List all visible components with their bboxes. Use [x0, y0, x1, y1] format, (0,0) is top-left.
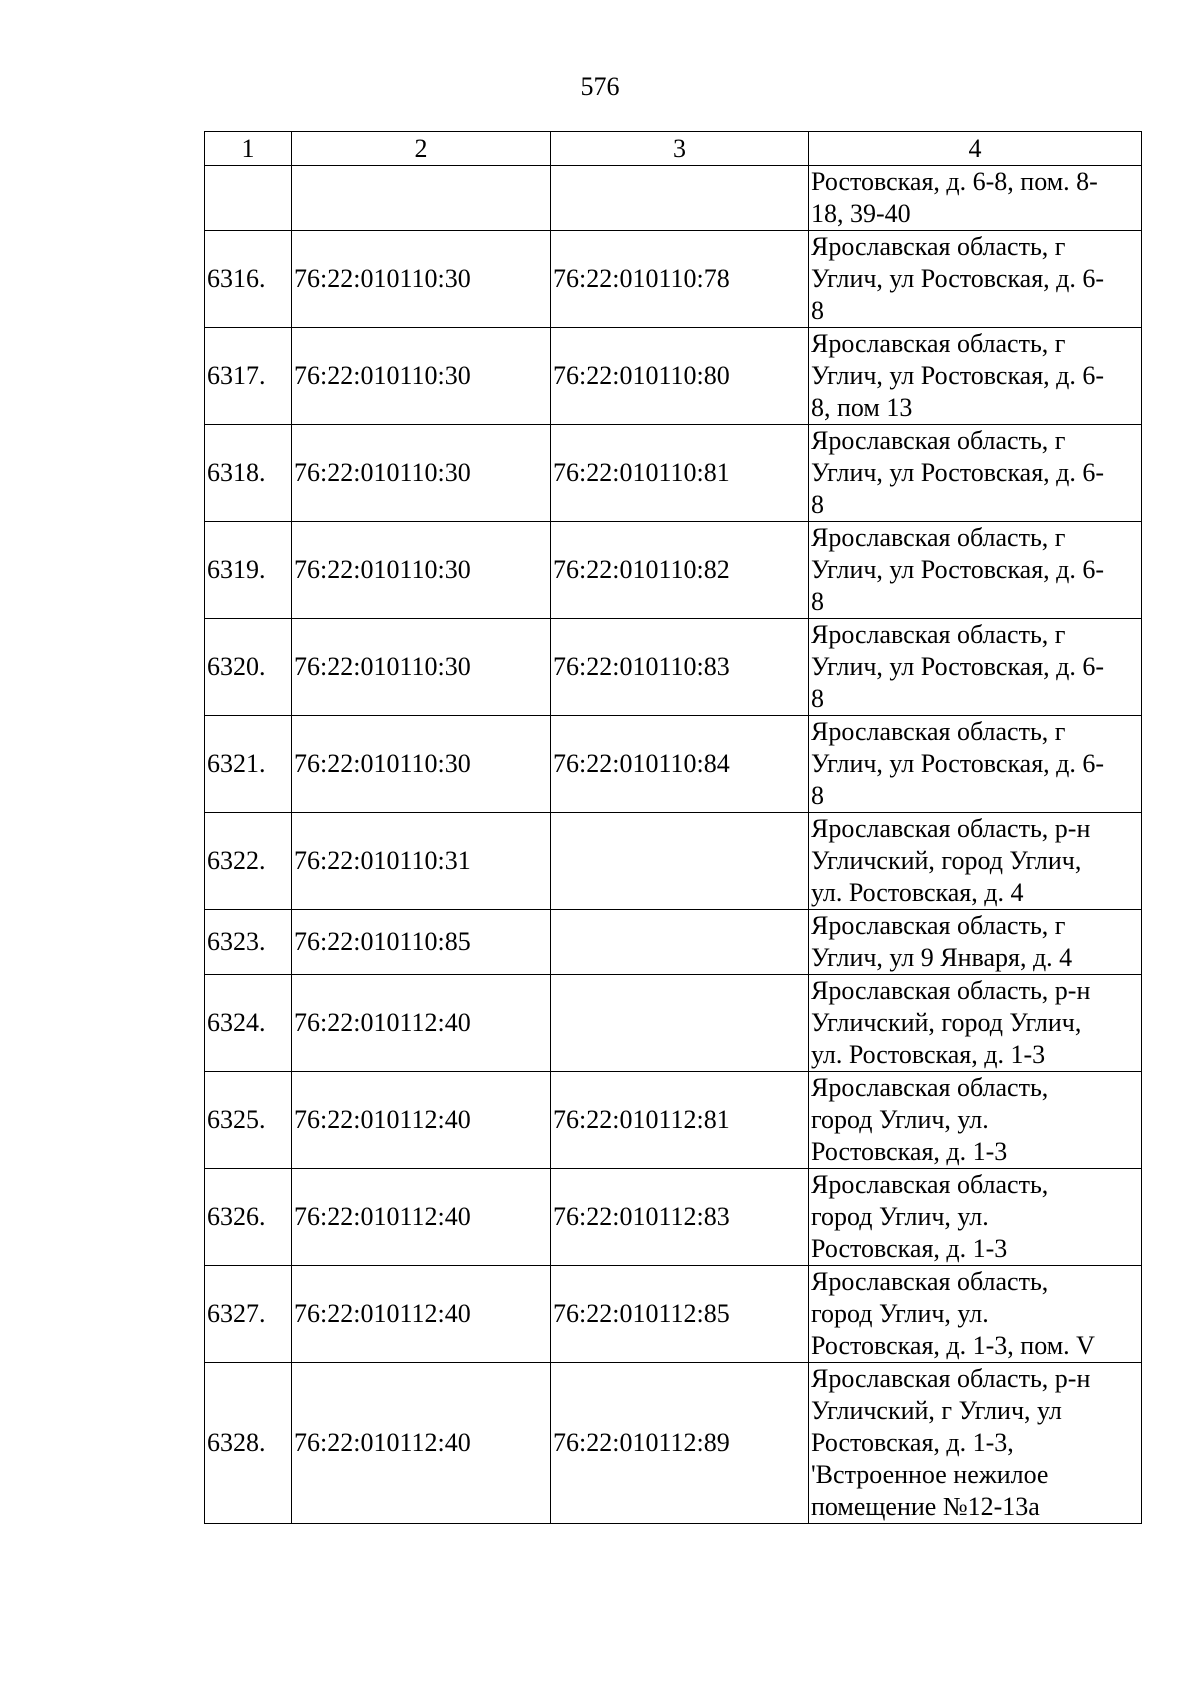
address-cell: Ярославская область, р-н Угличский, город Углич, ул. Ростовская, д. 4	[809, 813, 1142, 910]
cadastral-number-cell: 76:22:010112:40	[292, 975, 551, 1072]
table-row	[205, 425, 1142, 522]
object-number-cell: 76:22:010110:78	[551, 231, 809, 328]
address-cell: Ярославская область, г Углич, ул Ростовская, д. 6- 8	[809, 425, 1142, 522]
table-row	[205, 716, 1142, 813]
object-number-cell: 76:22:010112:85	[551, 1266, 809, 1363]
cadastral-number-cell: 76:22:010110:85	[292, 910, 551, 975]
row-number-cell: 6322.	[205, 813, 292, 910]
table-row	[205, 975, 1142, 1072]
address-cell: Ярославская область, город Углич, ул. Ростовская, д. 1-3	[809, 1169, 1142, 1266]
cadastral-number-cell: 76:22:010112:40	[292, 1266, 551, 1363]
object-number-cell: 76:22:010110:83	[551, 619, 809, 716]
row-number-cell: 6321.	[205, 716, 292, 813]
cadastral-number-cell: 76:22:010110:30	[292, 328, 551, 425]
table-row	[205, 328, 1142, 425]
table-row	[205, 910, 1142, 975]
cadastral-number-cell: 76:22:010110:31	[292, 813, 551, 910]
row-number-cell: 6326.	[205, 1169, 292, 1266]
table-body	[205, 132, 1142, 1524]
object-number-cell: 76:22:010112:83	[551, 1169, 809, 1266]
table-row	[205, 1363, 1142, 1524]
row-number-cell: 6323.	[205, 910, 292, 975]
cadastral-number-cell: 76:22:010110:30	[292, 522, 551, 619]
column-header-2: 2	[292, 132, 551, 166]
address-cell: Ростовская, д. 6-8, пом. 8- 18, 39-40	[809, 166, 1142, 231]
cadastral-number-cell: 76:22:010110:30	[292, 716, 551, 813]
object-number-cell: 76:22:010112:81	[551, 1072, 809, 1169]
cadastral-number-cell: 76:22:010110:30	[292, 619, 551, 716]
column-header-4: 4	[809, 132, 1142, 166]
table-row	[205, 166, 1142, 231]
cadastral-number-cell: 76:22:010112:40	[292, 1072, 551, 1169]
row-number-cell: 6325.	[205, 1072, 292, 1169]
address-cell: Ярославская область, г Углич, ул Ростовская, д. 6- 8	[809, 231, 1142, 328]
table-row	[205, 813, 1142, 910]
table-header-row	[205, 132, 1142, 166]
object-number-cell	[551, 166, 809, 231]
row-number-cell: 6328.	[205, 1363, 292, 1524]
row-number-cell: 6317.	[205, 328, 292, 425]
column-header-1: 1	[205, 132, 292, 166]
table-row	[205, 1266, 1142, 1363]
object-number-cell: 76:22:010112:89	[551, 1363, 809, 1524]
object-number-cell: 76:22:010110:81	[551, 425, 809, 522]
object-number-cell	[551, 910, 809, 975]
object-number-cell: 76:22:010110:84	[551, 716, 809, 813]
address-cell: Ярославская область, г Углич, ул 9 Января, д. 4	[809, 910, 1142, 975]
table-row	[205, 522, 1142, 619]
address-cell: Ярославская область, г Углич, ул Ростовская, д. 6- 8	[809, 716, 1142, 813]
address-cell: Ярославская область, г Углич, ул Ростовская, д. 6- 8, пом 13	[809, 328, 1142, 425]
cadastral-number-cell	[292, 166, 551, 231]
row-number-cell: 6316.	[205, 231, 292, 328]
table-row	[205, 1169, 1142, 1266]
row-number-cell: 6327.	[205, 1266, 292, 1363]
row-number-cell: 6324.	[205, 975, 292, 1072]
address-cell: Ярославская область, р-н Угличский, г Углич, ул Ростовская, д. 1-3, 'Встроенное нежилое помещение №12-13а	[809, 1363, 1142, 1524]
table-row	[205, 619, 1142, 716]
row-number-cell: 6319.	[205, 522, 292, 619]
row-number-cell	[205, 166, 292, 231]
object-number-cell: 76:22:010110:82	[551, 522, 809, 619]
address-cell: Ярославская область, г Углич, ул Ростовская, д. 6- 8	[809, 522, 1142, 619]
registry-table	[204, 131, 1142, 1524]
object-number-cell	[551, 813, 809, 910]
address-cell: Ярославская область, город Углич, ул. Ростовская, д. 1-3, пом. V	[809, 1266, 1142, 1363]
cadastral-number-cell: 76:22:010110:30	[292, 231, 551, 328]
address-cell: Ярославская область, г Углич, ул Ростовская, д. 6- 8	[809, 619, 1142, 716]
row-number-cell: 6318.	[205, 425, 292, 522]
page-number: 576	[580, 72, 620, 101]
address-cell: Ярославская область, город Углич, ул. Ростовская, д. 1-3	[809, 1072, 1142, 1169]
object-number-cell: 76:22:010110:80	[551, 328, 809, 425]
table-row	[205, 231, 1142, 328]
column-header-3: 3	[551, 132, 809, 166]
address-cell: Ярославская область, р-н Угличский, город Углич, ул. Ростовская, д. 1-3	[809, 975, 1142, 1072]
cadastral-number-cell: 76:22:010112:40	[292, 1169, 551, 1266]
object-number-cell	[551, 975, 809, 1072]
cadastral-number-cell: 76:22:010110:30	[292, 425, 551, 522]
row-number-cell: 6320.	[205, 619, 292, 716]
cadastral-number-cell: 76:22:010112:40	[292, 1363, 551, 1524]
table-row	[205, 1072, 1142, 1169]
